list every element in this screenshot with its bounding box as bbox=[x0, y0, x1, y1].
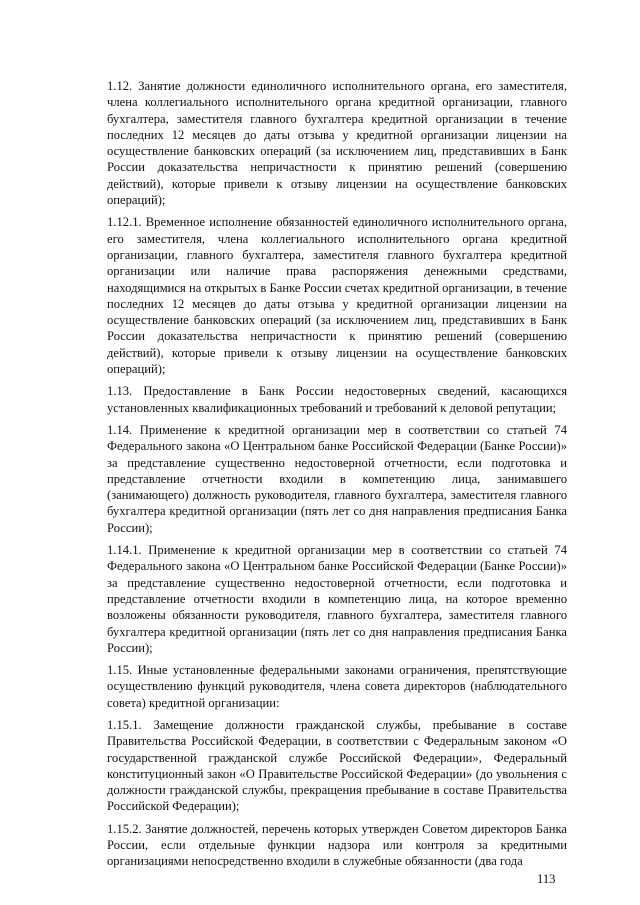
paragraph-1-15-2: 1.15.2. Занятие должностей, перечень которых утвержден Советом директоров Банка России, если отдельные функции надзора или контроля за кредитными организациями непосредственно входили в служебные обязанности (два года bbox=[107, 821, 567, 869]
paragraph-1-14-1: 1.14.1. Применение к кредитной организации мер в соответствии со статьей 74 Федерального закона «О Центральном банке Российской Федерации (Банке России)» за представление существенно недостоверной отчетности, если подготовка и представление отчетности входили в компетенцию лица, на которое временно возложены обязанности руководителя, главного бухгалтера, заместителя главного бухгалтера кредитной организации (пять лет со дня направления предписания Банка России); bbox=[107, 543, 567, 655]
paragraph-1-12: 1.12. Занятие должности единоличного исполнительного органа, его заместителя, члена коллегиального исполнительного органа кредитной организации, главного бухгалтера, заместителя главного бухгалтера кредитной организации в течение последних 12 месяцев до даты отзыва у кредитной организации лицензии на осуществление банковских операций (за исключением лиц, представивших в Банк России доказательства непричастности к принятию решений (совершению действий), которые привели к отзыву лицензии на осуществление банковских операций); bbox=[107, 79, 567, 208]
document-body bbox=[107, 78, 567, 876]
paragraph-1-12-1: 1.12.1. Временное исполнение обязанностей единоличного исполнительного органа, его заместителя, члена коллегиального исполнительного органа кредитной организации, главного бухгалтера, заместителя главного бухгалтера кредитной организации или наличие права распоряжения денежными средствами, находящимися на открытых в Банке России счетах кредитной организации, в течение последних 12 месяцев до даты отзыва у кредитной организации лицензии на осуществление банковских операций (за исключением лиц, представивших в Банк России доказательства непричастности к принятию решений (совершению действий), которые привели к отзыву лицензии на осуществление банковских операций); bbox=[107, 215, 567, 377]
paragraph-1-15-1: 1.15.1. Замещение должности гражданской службы, пребывание в составе Правительства Российской Федерации, в соответствии с Федеральным законом «О государственной гражданской службе Российской Федерации», Федеральный конституционный закон «О Правительстве Российской Федерации» (до увольнения с должности гражданской службы, прекращения пребывание в составе Правительства Российской Федерации); bbox=[107, 717, 567, 814]
page-number: 113 bbox=[537, 872, 556, 886]
paragraph-1-14: 1.14. Применение к кредитной организации мер в соответствии со статьей 74 Федерального закона «О Центральном банке Российской Федерации (Банке России)» за представление существенно недостоверной отчетности, если подготовка и представление отчетности входили в компетенцию лица, занимавшего (занимающего) должность руководителя, главного бухгалтера, заместителя главного бухгалтера кредитной организации (пять лет со дня направления предписания Банка России); bbox=[107, 422, 567, 535]
paragraph-1-15: 1.15. Иные установленные федеральными законами ограничения, препятствующие осуществлению функций руководителя, члена совета директоров (наблюдательного совета) кредитной организации: bbox=[107, 663, 567, 710]
paragraph-1-13: 1.13. Предоставление в Банк России недостоверных сведений, касающихся установленных квалификационных требований и требований к деловой репутации; bbox=[107, 384, 567, 415]
